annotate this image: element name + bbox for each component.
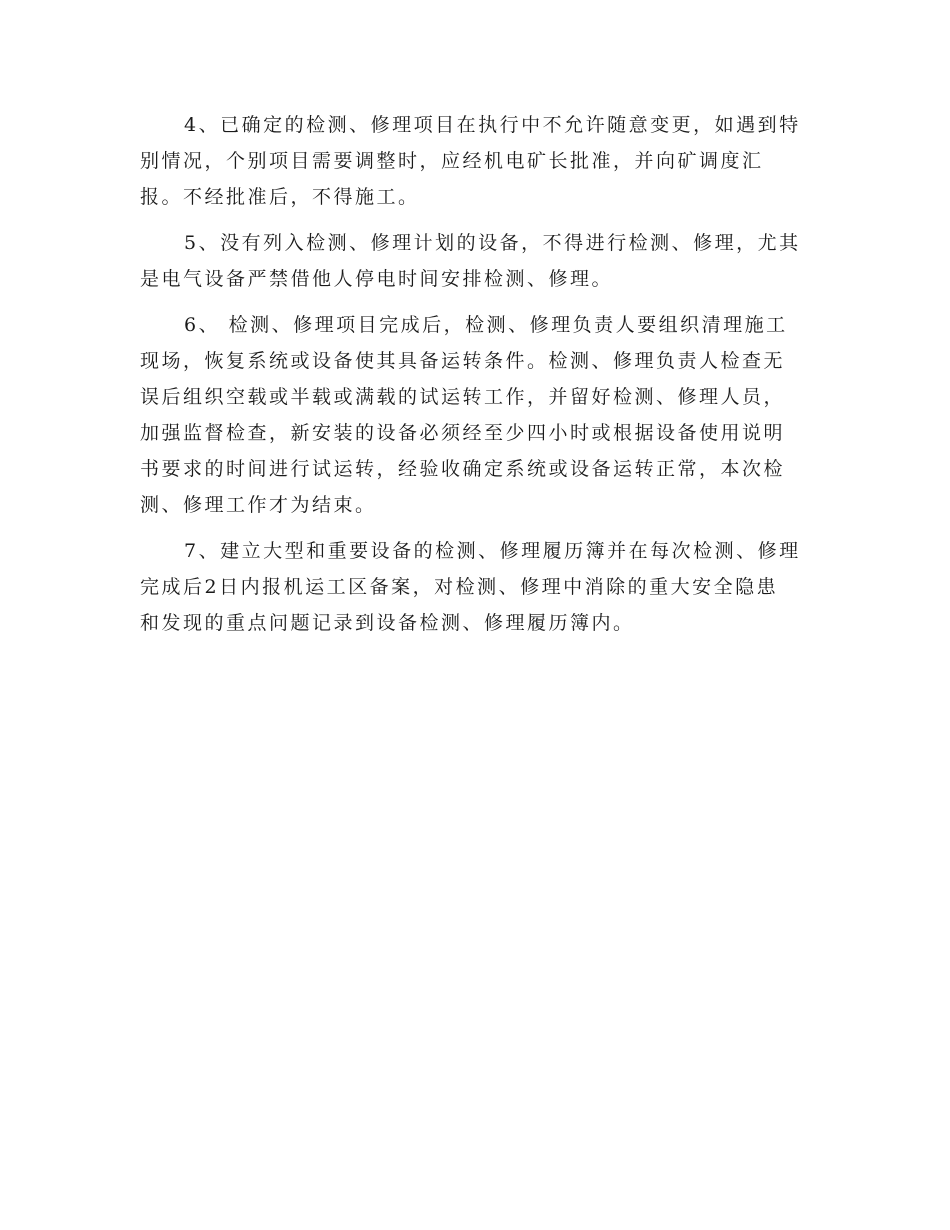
document-body	[140, 107, 810, 651]
paragraph-line: 和发现的重点问题记录到设备检测、修理履历簿内。	[140, 612, 635, 634]
paragraph-5	[140, 225, 810, 297]
paragraph-line: 完成后2日内报机运工区备案，对检测、修理中消除的重大安全隐患	[140, 576, 779, 598]
paragraph-line: 别情况，个别项目需要调整时，应经机电矿长批准，并向矿调度汇	[140, 150, 764, 172]
paragraph-line: 4、已确定的检测、修理项目在执行中不允许随意变更，如遇到特	[184, 114, 801, 136]
paragraph-7	[140, 533, 810, 641]
paragraph-line: 报。不经批准后，不得施工。	[140, 186, 420, 208]
paragraph-6	[140, 307, 810, 523]
paragraph-line: 5、没有列入检测、修理计划的设备，不得进行检测、修理，尤其	[184, 232, 801, 254]
paragraph-line: 6、 检测、修理项目完成后，检测、修理负责人要组织清理施工	[184, 314, 788, 336]
paragraph-line: 加强监督检查，新安装的设备必须经至少四小时或根据设备使用说明	[140, 422, 786, 444]
paragraph-4	[140, 107, 810, 215]
paragraph-line: 7、建立大型和重要设备的检测、修理履历簿并在每次检测、修理	[184, 540, 801, 562]
paragraph-line: 书要求的时间进行试运转，经验收确定系统或设备运转正常，本次检	[140, 458, 786, 480]
paragraph-line: 测、修理工作才为结束。	[140, 494, 377, 516]
paragraph-line: 现场，恢复系统或设备使其具备运转条件。检测、修理负责人检查无	[140, 350, 786, 372]
paragraph-line: 误后组织空载或半载或满载的试运转工作，并留好检测、修理人员，	[140, 386, 786, 408]
paragraph-line: 是电气设备严禁借他人停电时间安排检测、修理。	[140, 268, 614, 290]
